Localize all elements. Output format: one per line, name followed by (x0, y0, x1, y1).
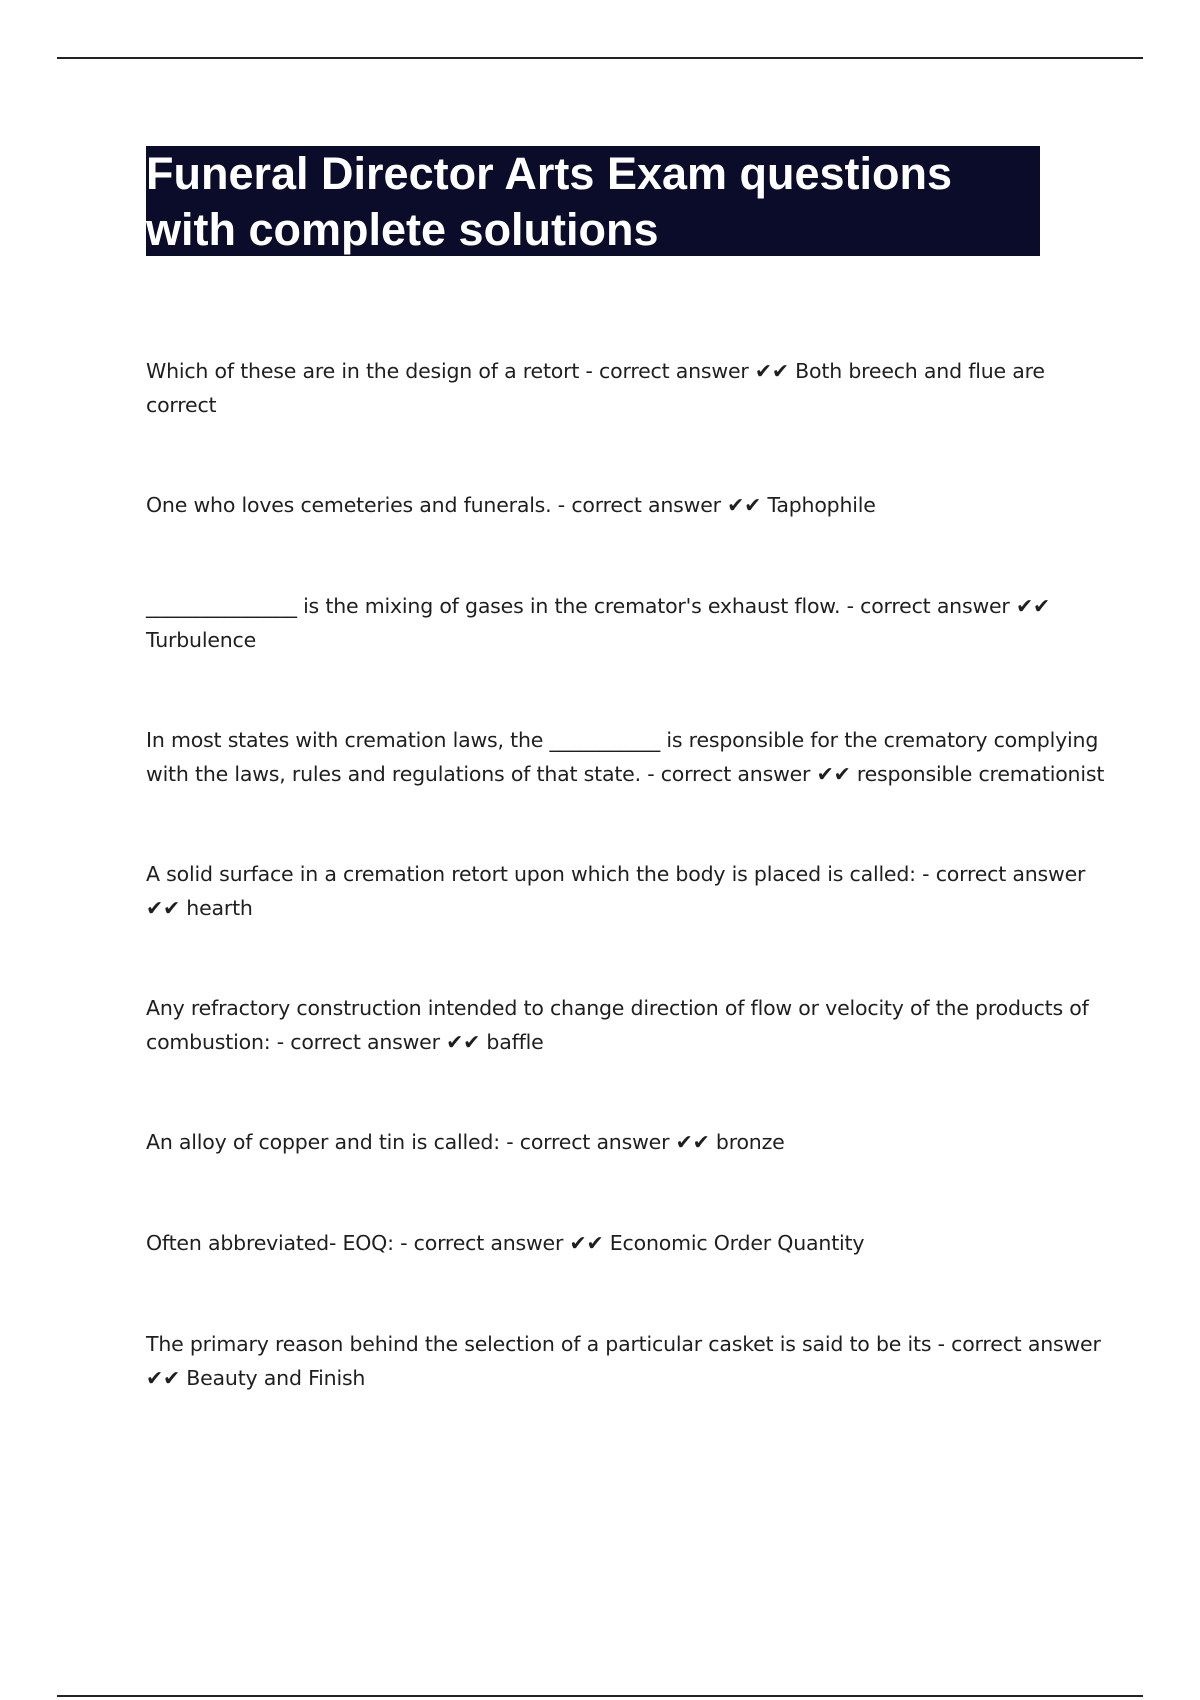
qa-item (146, 858, 1085, 925)
qa-line: In most states with cremation laws, the ___________ is responsible for the crematory complying (146, 728, 1099, 752)
qa-line: ✔✔ Beauty and Finish (146, 1365, 366, 1390)
qa-line: One who loves cemeteries and funerals. - correct answer ✔✔ Taphophile (146, 493, 876, 517)
qa-line: with the laws, rules and regulations of that state. - correct answer ✔✔ responsible cremationist (146, 761, 1105, 786)
qa-item (146, 590, 1050, 657)
qa-line: Turbulence (146, 627, 257, 652)
qa-line: Any refractory construction intended to change direction of flow or velocity of the products of (146, 996, 1089, 1020)
qa-item (146, 355, 1045, 422)
qa-line: Often abbreviated- EOQ: - correct answer ✔✔ Economic Order Quantity (146, 1231, 865, 1255)
qa-line: _______________ is the mixing of gases in the cremator's exhaust flow. - correct answer ✔✔ (146, 594, 1050, 618)
qa-item (146, 1227, 864, 1261)
qa-item (146, 724, 1104, 791)
top-rule (57, 57, 1143, 59)
qa-line: An alloy of copper and tin is called: - correct answer ✔✔ bronze (146, 1130, 785, 1154)
title-line-1: Funeral Director Arts Exam questions (146, 148, 953, 199)
title-line-2: with complete solutions (146, 204, 659, 255)
qa-item (146, 489, 876, 523)
document-title (146, 146, 1040, 256)
bottom-rule (57, 1695, 1143, 1697)
qa-line: A solid surface in a cremation retort upon which the body is placed is called: - correct answer (146, 862, 1086, 886)
qa-item (146, 1126, 785, 1160)
qa-line: correct (146, 392, 217, 417)
qa-item (146, 1328, 1101, 1395)
qa-line: combustion: - correct answer ✔✔ baffle (146, 1029, 544, 1054)
qa-line: Which of these are in the design of a retort - correct answer ✔✔ Both breech and flue are (146, 359, 1045, 383)
qa-line: ✔✔ hearth (146, 895, 253, 920)
qa-line: The primary reason behind the selection of a particular casket is said to be its - correct answer (146, 1332, 1101, 1356)
qa-item (146, 992, 1089, 1059)
